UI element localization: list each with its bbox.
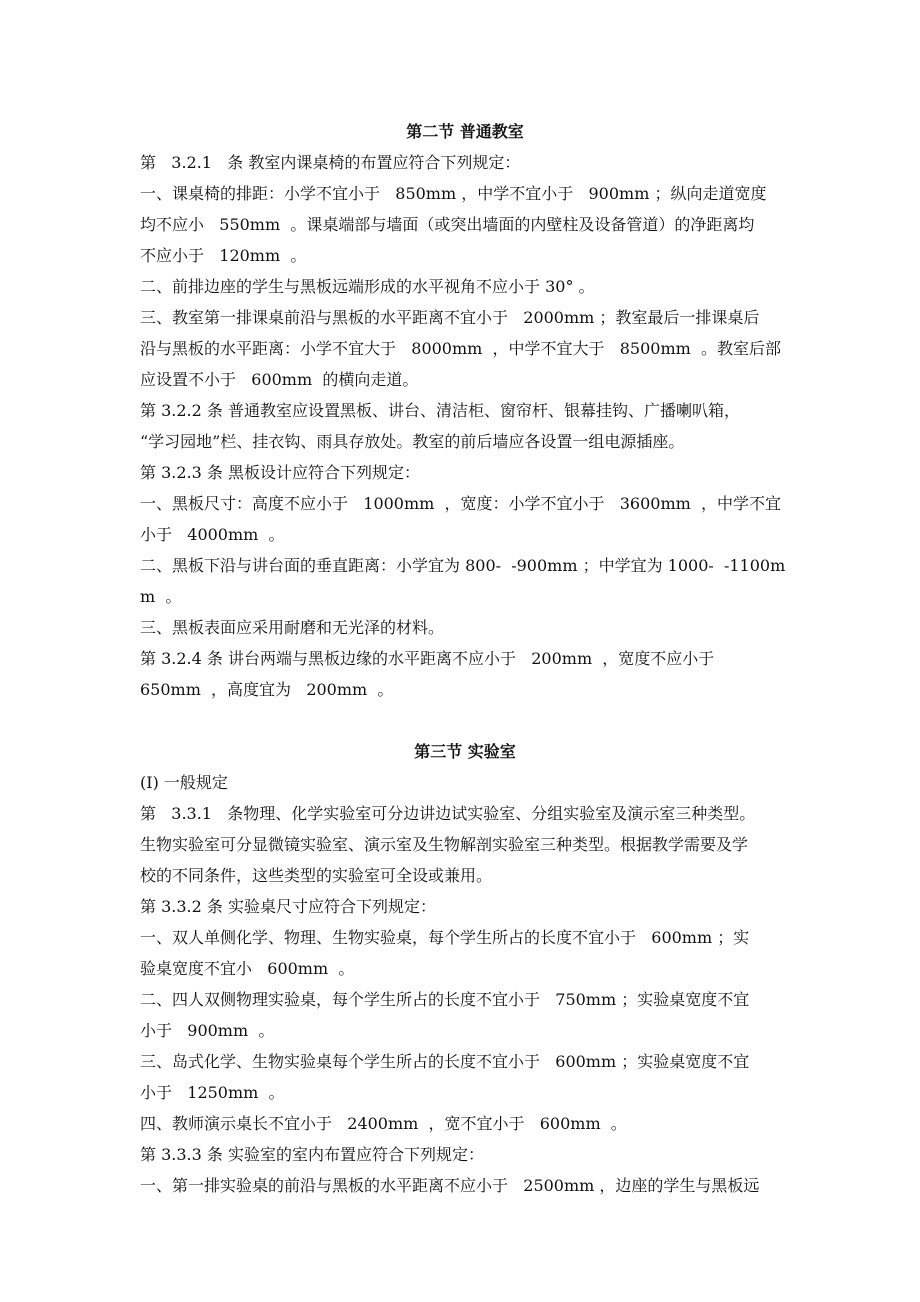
paragraph-line: 三、黑板表面应采用耐磨和无光泽的材料。 xyxy=(140,618,445,637)
paragraph-line: 二、黑板下沿与讲台面的垂直距离：小学宜为 800- -900mm ；中学宜为 1000- -1100m xyxy=(140,556,786,575)
paragraph-line: 第 3.3.2 条 实验桌尺寸应符合下列规定： xyxy=(140,897,436,916)
paragraph-line: 小于 900mm 。 xyxy=(140,1021,275,1040)
paragraph-line: 四、教师演示桌长不宜小于 2400mm ，宽不宜小于 600mm 。 xyxy=(140,1114,627,1133)
paragraph-line: 第 3.2.2 条 普通教室应设置黑板、讲台、清洁柜、窗帘杆、银幕挂钩、广播喇叭箱， xyxy=(140,401,740,420)
paragraph-line: 第 3.2.3 条 黑板设计应符合下列规定： xyxy=(140,463,420,482)
paragraph-line: 第 3.2.4 条 讲台两端与黑板边缘的水平距离不应小于 200mm ，宽度不应小于 xyxy=(140,649,715,668)
paragraph-line: 校的不同条件，这些类型的实验室可全设或兼用。 xyxy=(140,866,493,885)
paragraph-line: 不应小于 120mm 。 xyxy=(140,246,307,265)
paragraph-line: 二、前排边座的学生与黑板远端形成的水平视角不应小于 30° 。 xyxy=(140,277,595,296)
paragraph-line: 二、四人双侧物理实验桌，每个学生所占的长度不宜小于 750mm ；实验桌宽度不宜 xyxy=(140,990,750,1009)
paragraph-line: (I) 一般规定 xyxy=(140,773,228,792)
paragraph-line: 650mm ，高度宜为 200mm 。 xyxy=(140,680,394,699)
paragraph-line: “学习园地”栏、挂衣钩、雨具存放处。教室的前后墙应各设置一组电源插座。 xyxy=(140,432,685,451)
paragraph-line: 第 3.3.1 条物理、化学实验室可分边讲边试实验室、分组实验室及演示室三种类型。 xyxy=(140,804,756,823)
paragraph-line: 均不应小 550mm 。课桌端部与墙面（或突出墙面的内壁柱及设备管道）的净距离均 xyxy=(140,215,755,234)
paragraph-line: 小于 1250mm 。 xyxy=(140,1083,285,1102)
paragraph-line: m 。 xyxy=(140,587,182,606)
paragraph-line: 三、岛式化学、生物实验桌每个学生所占的长度不宜小于 600mm ；实验桌宽度不宜 xyxy=(140,1052,750,1071)
paragraph-line: 应设置不小于 600mm 的横向走道。 xyxy=(140,370,419,389)
paragraph-line: 小于 4000mm 。 xyxy=(140,525,285,544)
document-body xyxy=(140,116,790,1201)
paragraph-line: 一、黑板尺寸：高度不应小于 1000mm ，宽度：小学不宜小于 3600mm ，中学不宜 xyxy=(140,494,781,513)
paragraph-line: 验桌宽度不宜小 600mm 。 xyxy=(140,959,355,978)
section-spacer xyxy=(140,705,790,736)
section-2-title: 第二节 普通教室 xyxy=(406,122,524,141)
paragraph-line: 第 3.2.1 条 教室内课桌椅的布置应符合下列规定： xyxy=(140,153,521,172)
paragraph-line: 生物实验室可分显微镜实验室、演示室及生物解剖实验室三种类型。根据教学需要及学 xyxy=(140,835,749,854)
paragraph-line: 沿与黑板的水平距离：小学不宜大于 8000mm ，中学不宜大于 8500mm 。教室后部 xyxy=(140,339,781,358)
paragraph-line: 一、第一排实验桌的前沿与黑板的水平距离不应小于 2500mm ，边座的学生与黑板远 xyxy=(140,1176,760,1195)
paragraph-line: 一、双人单侧化学、物理、生物实验桌，每个学生所占的长度不宜小于 600mm ；实 xyxy=(140,928,750,947)
paragraph-line: 三、教室第一排课桌前沿与黑板的水平距离不宜小于 2000mm ；教室最后一排课桌后 xyxy=(140,308,760,327)
paragraph-line: 第 3.3.3 条 实验室的室内布置应符合下列规定： xyxy=(140,1145,484,1164)
paragraph-line: 一、课桌椅的排距：小学不宜小于 850mm ，中学不宜小于 900mm ；纵向走道宽度 xyxy=(140,184,767,203)
section-3-title: 第三节 实验室 xyxy=(414,742,516,761)
